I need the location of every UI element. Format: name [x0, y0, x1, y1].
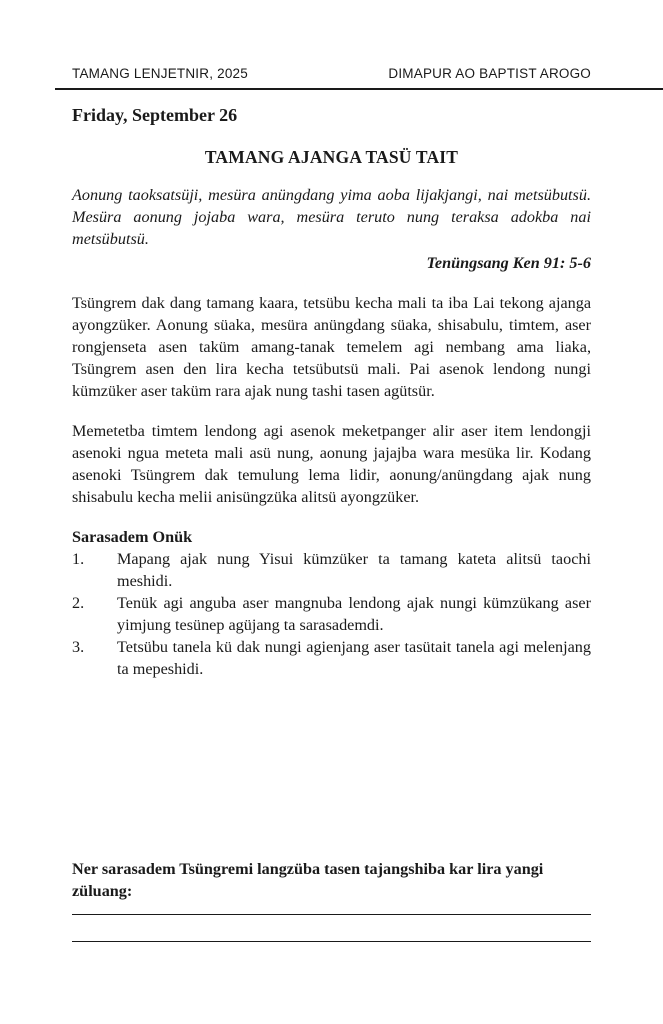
- reflection-list: [72, 548, 591, 680]
- devotional-content: [72, 104, 591, 680]
- prayer-prompt: Ner sarasadem Tsüngremi langzüba tasen tajangshiba kar lira yangi züluang:: [72, 860, 544, 900]
- date-heading: Friday, September 26: [72, 105, 238, 125]
- list-item-number: 3.: [72, 638, 85, 656]
- list-item-text: Tenük agi anguba aser mangnuba lendong ajak nungi kümzükang aser yimjung tesünep agüjang ta sarasademdi.: [117, 594, 591, 634]
- body-paragraph-2: Memetetba timtem lendong agi asenok meketpanger alir aser item lendongji asenoki ngua meteta mali asü nung, aonung jajajba wara mesüka lir. Kodang asenoki Tsüngrem dak temulung lema lidir, aonung/anüngdang ajak nung shisabulu kecha melii anisüngzüka alitsü ayongzüker.: [72, 422, 591, 506]
- reflection-heading: Sarasadem Onük: [72, 528, 193, 546]
- list-item: [72, 636, 591, 680]
- writing-line-2[interactable]: [72, 941, 591, 942]
- header-left: TAMANG LENJETNIR, 2025: [72, 66, 248, 81]
- devotional-title: TAMANG AJANGA TASÜ TAIT: [204, 147, 459, 167]
- scripture-verse: Aonung taoksatsüji, mesüra anüngdang yima aoba lijakjangi, nai metsübutsü. Mesüra aonung jojaba wara, mesüra teruto nung teraksa adokba nai metsübutsü.: [72, 186, 591, 248]
- scripture-reference: Tenüngsang Ken 91: 5-6: [426, 254, 591, 272]
- list-item: [72, 592, 591, 636]
- list-item-text: Mapang ajak nung Yisui kümzüker ta tamang kateta alitsü taochi meshidi.: [117, 550, 591, 590]
- header-rule: [55, 88, 663, 90]
- writing-line-1[interactable]: [72, 914, 591, 915]
- body-paragraph-1: Tsüngrem dak dang tamang kaara, tetsübu kecha mali ta iba Lai tekong ajanga ayongzüker. Aonung süaka, mesüra anüngdang süaka, shisabulu, timtem, aser rongjenseta asen taküm amang-tanak temelem agi nembang ama liaka, Tsüngrem asen den lira kecha tetsübutsü mali. Pai asenok lendong nungi kümzüker aser taküm rara ajak nung tashi tasen agütsür.: [72, 294, 591, 400]
- list-item-number: 1.: [72, 550, 85, 568]
- list-item-number: 2.: [72, 594, 85, 612]
- page-header: [72, 66, 591, 81]
- header-right: DIMAPUR AO BAPTIST AROGO: [388, 66, 591, 81]
- list-item: [72, 548, 591, 592]
- list-item-text: Tetsübu tanela kü dak nungi agienjang aser tasütait tanela agi melenjang ta mepeshidi.: [117, 638, 591, 678]
